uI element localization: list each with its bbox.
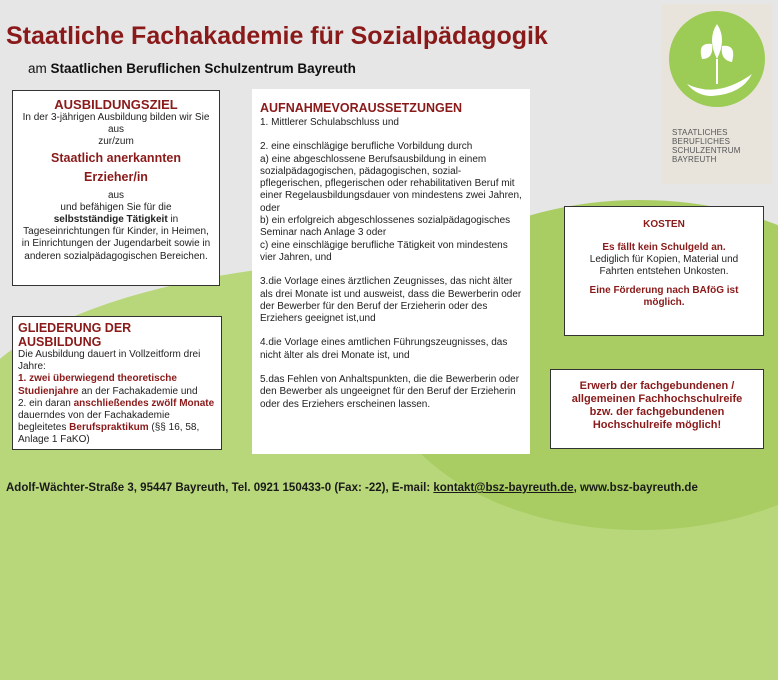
gliederung-point-2: 2. ein daran anschließendes zwölf Monate dauerndes von der Fachakademie begleitetes Berufspraktikum (§§ 16, 58, Anlage 1 FaKO) bbox=[18, 397, 215, 446]
kosten-line2: Lediglich für Kopien, Material und Fahrten entstehen Unkosten. bbox=[589, 254, 739, 278]
kosten-line3: Eine Förderung nach BAföG ist möglich. bbox=[589, 284, 739, 308]
gliederung-box bbox=[12, 316, 222, 450]
logo-graphic bbox=[662, 4, 772, 124]
gliederung-heading: GLIEDERUNG DER AUSBILDUNG bbox=[18, 321, 132, 349]
aufnahme-item-3: 3.die Vorlage eines ärztlichen Zeugnisses, das nicht älter als drei Monate ist und ausweist, dass die Bewerberin oder der Bewerber für den Beruf der Erzieherin oder des Erziehers geeignet ist,und bbox=[260, 276, 522, 325]
ausbildungsziel-intro: In der 3-jährigen Ausbildung bilden wir Sie aus bbox=[22, 112, 210, 136]
page-title: Staatliche Fachakademie für Sozialpädagogik bbox=[6, 22, 548, 50]
subtitle-prefix: am bbox=[28, 61, 47, 76]
ausbildungsziel-heading: AUSBILDUNGSZIEL bbox=[54, 97, 178, 112]
gliederung-intro: Die Ausbildung dauert in Vollzeitform drei Jahre: bbox=[18, 349, 201, 373]
subtitle-school: Staatlichen Beruflichen Schulzentrum Bayreuth bbox=[50, 61, 356, 76]
footer-contact bbox=[6, 482, 698, 494]
footer-web[interactable]: , www.bsz-bayreuth.de bbox=[573, 482, 698, 494]
aufnahme-box bbox=[252, 89, 530, 454]
ausbildungsziel-aus: aus bbox=[107, 189, 125, 201]
aufnahme-item-2: 2. eine einschlägige berufliche Vorbildung durch a) eine abgeschlossene Berufsausbildung in einem sozialpädagogischen, pädagogischen, sozial-pflegerischen, pflegerischen oder rehabilitativen Beruf mit einer Regelausbildungsdauer von mindestens zwei Jahren, oder b) ein erfolgreich abgeschlossenes sozialpädagogisches Seminar nach Anlage 3 oder c) eine einschlägige berufliche Tätigkeit von mindestens vier Jahren, und bbox=[260, 141, 522, 263]
aufnahme-list bbox=[260, 117, 522, 411]
ausbildungsziel-zur: zur/zum bbox=[98, 136, 134, 148]
page-subtitle bbox=[28, 61, 356, 76]
kosten-box bbox=[564, 206, 764, 336]
footer-address: Adolf-Wächter-Straße 3, 95447 Bayreuth, Tel. 0921 150433-0 (Fax: -22), E-mail: bbox=[6, 482, 434, 494]
ausbildungsziel-box bbox=[12, 90, 220, 286]
ausbildungsziel-title1: Staatlich anerkannten bbox=[51, 150, 181, 165]
kosten-heading: KOSTEN bbox=[643, 219, 685, 230]
kosten-line1: Es fällt kein Schulgeld an. bbox=[602, 242, 726, 253]
aufnahme-item-1: 1. Mittlerer Schulabschluss und bbox=[260, 117, 399, 128]
erwerb-box: Erwerb der fachgebundenen / allgemeinen Fachhochschulreife bzw. der fachgebundenen Hochschulreife möglich! bbox=[550, 369, 764, 449]
ausbildungsziel-text: und befähigen Sie für die selbstständige Tätigkeit in Tageseinrichtungen für Kinder, in Heimen, in Einrichtungen der Jugendarbeit sowie in anderen sozialpädagogischen Bereichen. bbox=[21, 201, 211, 262]
ausbildungsziel-title2: Erzieher/in bbox=[84, 169, 148, 184]
aufnahme-item-4: 4.die Vorlage eines amtlichen Führungszeugnisses, das nicht älter als drei Monate ist, und bbox=[260, 337, 508, 361]
logo-text: STAATLICHES BERUFLICHES SCHULZENTRUM BAYREUTH bbox=[672, 128, 741, 164]
gliederung-point-1: 1. zwei überwiegend theoretische Studienjahre an der Fachakademie und bbox=[18, 373, 198, 397]
aufnahme-item-5: 5.das Fehlen von Anhaltspunkten, die die Bewerberin oder den Bewerber als ungeeignet für den Beruf der Erzieherin oder des Erziehers erscheinen lassen. bbox=[260, 374, 520, 410]
aufnahme-heading: AUFNAHMEVORAUSSETZUNGEN bbox=[260, 101, 463, 115]
footer-email-link[interactable]: kontakt@bsz-bayreuth.de bbox=[433, 482, 574, 494]
